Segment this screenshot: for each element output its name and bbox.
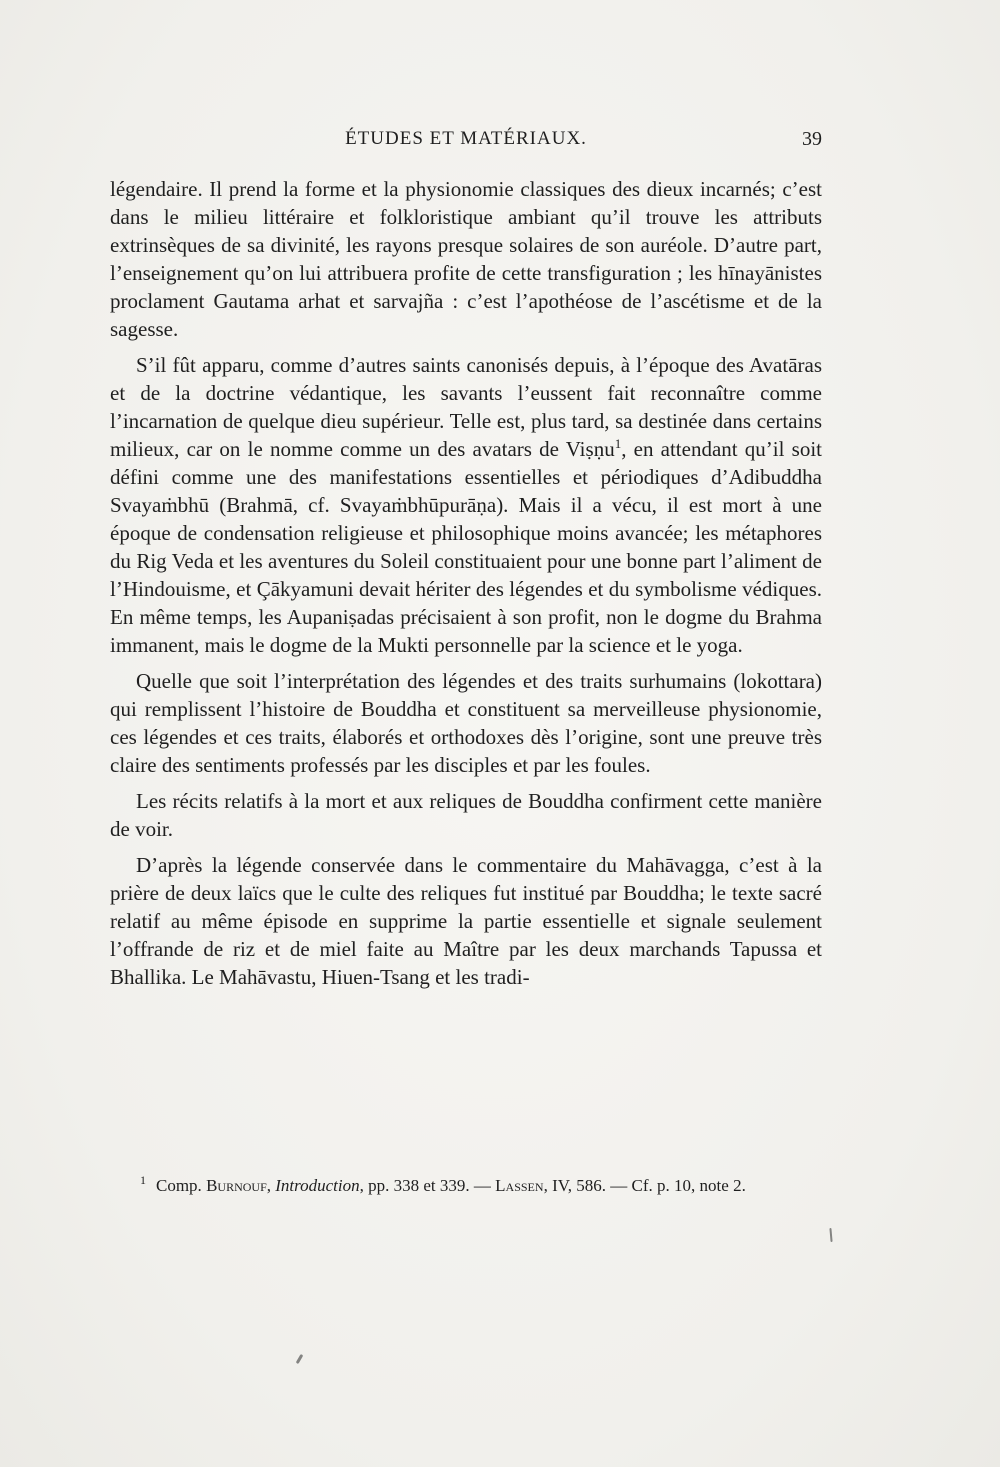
footnote-comp: Comp. (156, 1176, 202, 1195)
footnote-work-title: Introduction (275, 1176, 360, 1195)
footnote-rest: , IV, 586. — Cf. p. 10, note 2. (543, 1176, 746, 1195)
running-head: ÉTUDES ET MATÉRIAUX. (345, 128, 587, 149)
footnote-pages: , pp. 338 et 339. — (359, 1176, 491, 1195)
paragraph-2 (110, 351, 822, 659)
paragraph-1: légendaire. Il prend la forme et la physionomie classiques des dieux incarnés; c’est dans le milieu littéraire et folkloristique ambiant qu’il trouve les attributs extrinsèques de sa divinité, les rayons presque solaires de son auréole. D’autre part, l’enseignement qu’on lui attribuera profite de cette transfiguration ; les hīnayānistes proclament Gautama arhat et sarvajña : c’est l’apothéose de l’ascétisme et de la sagesse. (110, 177, 822, 341)
paragraph-5: D’après la légende conservée dans le commentaire du Mahāvagga, c’est à la prière de deux laïcs que le culte des reliques fut institué par Bouddha; le texte sacré relatif au même épisode en supprime la partie essentielle et signale seulement l’offrande de riz et de miel faite au Maître par les deux marchands Tapussa et Bhallika. Le Mahāvastu, Hiuen-Tsang et les tradi- (110, 853, 822, 989)
body-text (110, 175, 822, 1135)
footnote-author-burnouf: Burnouf (206, 1176, 267, 1195)
paragraph-2-part-1: S’il fût apparu, comme d’autres saints canonisés depuis, à l’époque des Avatāras et de la doctrine védantique, les savants l’eussent fait reconnaître comme l’incarnation de quelque dieu supérieur. Telle est, plus tard, sa destinée dans certains milieux, car on le nomme comme un des avatars de Viṣṇu (110, 353, 822, 461)
footnote-mark: 1 (140, 1173, 146, 1188)
paragraph-2-part-2: , en attendant qu’il soit défini comme une des manifestations essentielles et périodiques d’Adibuddha Svayaṁbhū (Brahmā, cf. Svayaṁbhūpurāṇa). Mais il a vécu, il est mort à une époque de condensation religieuse et philosophique moins avancée; les métaphores du Rig Veda et les aventures du Soleil constituaient pour une bonne part l’aliment de l’Hindouisme, et Çākyamuni devait hériter des légendes et du symbolisme védiques. En même temps, les Aupaniṣadas précisaient à son profit, non le dogme du Brahma immanent, mais le dogme de la Mukti personnelle par la science et le yoga. (110, 437, 822, 657)
paragraph-3: Quelle que soit l’interprétation des légendes et des traits surhumains (lokottara) qui remplissent l’histoire de Bouddha et constituent sa merveilleuse physionomie, ces légendes et ces traits, élaborés et orthodoxes dès l’origine, sont une preuve très claire des sentiments professés par les disciples et par les foules. (110, 669, 822, 777)
stray-ink-mark (296, 1354, 304, 1364)
footnote-reference: 1 (614, 436, 622, 451)
stray-ink-mark (829, 1228, 832, 1242)
page-number: 39 (802, 128, 822, 150)
paragraph-4: Les récits relatifs à la mort et aux reliques de Bouddha confirment cette manière de voir. (110, 789, 822, 841)
footnote-author-lassen: Lassen (495, 1176, 544, 1195)
footnote: $^1$ Comp. Burnouf, Introduction, pp. 338 et 339. — Lassen, IV, 586. — Cf. p. 10, note 2. (140, 1173, 746, 1195)
page-header (110, 128, 822, 160)
